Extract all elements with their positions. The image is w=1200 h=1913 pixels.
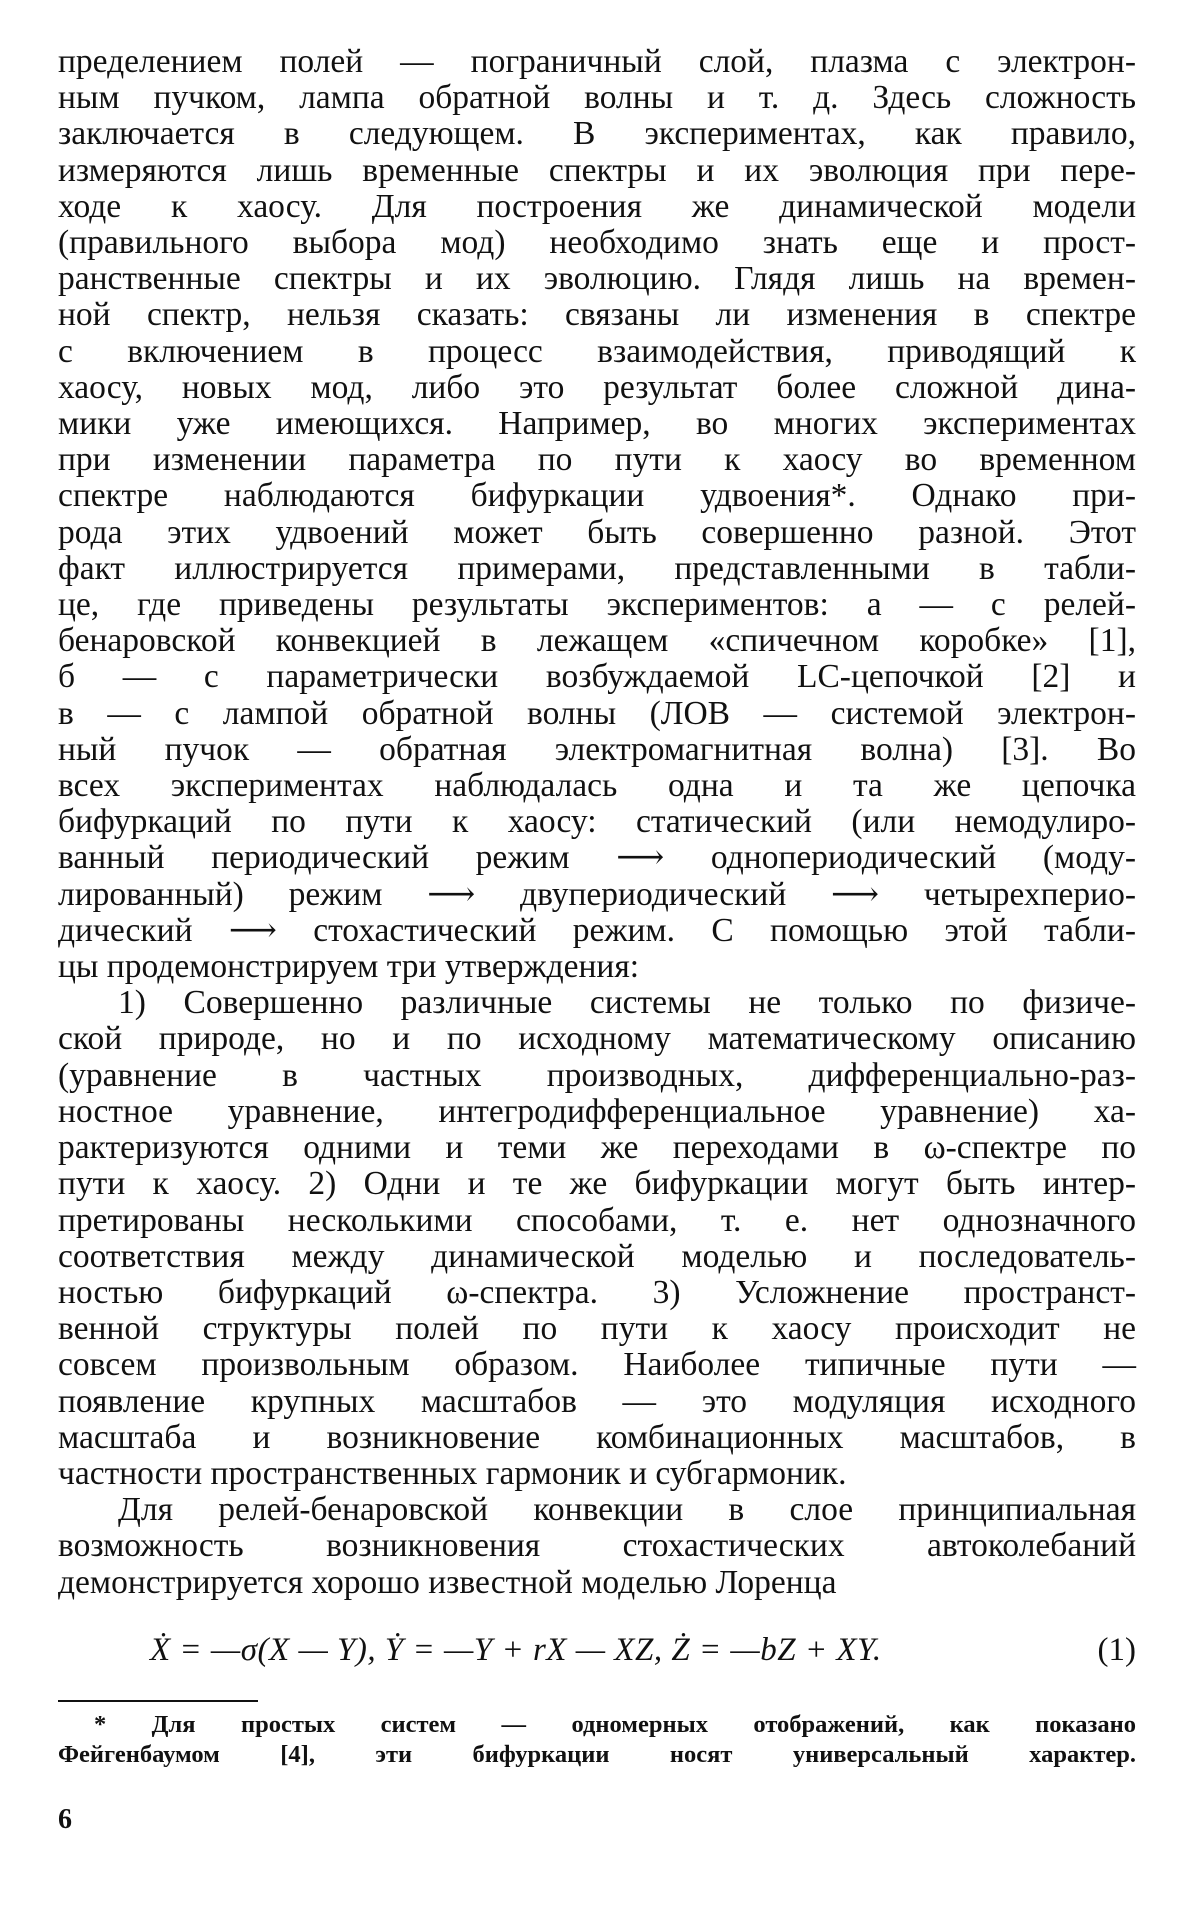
equation-text: Ẋ = —σ(X — Y), Ẏ = —Y + rX — XZ, Ż = —bZ + XY. [150,1632,882,1668]
text-line: ный пучок — обратная электромагнитная волна) [3]. Во [58,730,1136,768]
text-line: возможность возникновения стохастических автоколебаний [58,1527,1136,1565]
text-line: масштаба и возникновение комбинационных масштабов, в [58,1418,1136,1456]
text-line: (уравнение в частных производных, дифференциально-раз- [58,1056,1136,1094]
text-line: появление крупных масштабов — это модуляция исходного [58,1382,1136,1420]
text-line: мики уже имеющихся. Например, во многих экспериментах [58,405,1136,443]
footnote-line: * Для простых систем — одномерных отображений, как показано [94,1711,1136,1738]
text-line: ностью бифуркаций ω-спектра. 3) Усложнение пространст- [58,1273,1136,1311]
text-line: б — с параметрически возбуждаемой LC-цепочкой [2] и [58,658,1136,696]
text-line: бифуркаций по пути к хаосу: статический (или немодулиро- [58,803,1136,841]
text-line: (правильного выбора мод) необходимо знать еще и прост- [58,224,1136,262]
text-line: претированы несколькими способами, т. е. нет однозначного [58,1201,1136,1239]
text-line: при изменении параметра по пути к хаосу во временном [58,441,1136,479]
body-text [58,44,1136,1601]
text-line: ной спектр, нельзя сказать: связаны ли изменения в спектре [58,296,1136,334]
text-line: рода этих удвоений может быть совершенно разной. Этот [58,513,1136,551]
text-line: всех экспериментах наблюдалась одна и та же цепочка [58,767,1136,805]
text-line: соответствия между динамической моделью и последователь- [58,1237,1136,1275]
text-line: спектре наблюдаются бифуркации удвоения*. Однако при- [58,477,1136,515]
text-line: частности пространственных гармоник и субгармоник. [58,1454,847,1492]
text-line: 1) Совершенно различные системы не только по физиче- [118,984,1136,1022]
page-number: 6 [58,1804,72,1835]
text-line: рактеризуются одними и теми же переходами в ω-спектре по [58,1129,1136,1167]
text-line: ностное уравнение, интегродифференциальное уравнение) ха- [58,1092,1136,1130]
text-line: ным пучком, лампа обратной волны и т. д. Здесь сложность [58,79,1136,117]
text-line: в — с лампой обратной волны (ЛОВ — системой электрон- [58,694,1136,732]
text-line: совсем произвольным образом. Наиболее типичные пути — [58,1346,1136,1384]
text-line: бенаровской конвекцией в лежащем «спичечном коробке» [1], [58,622,1136,660]
text-line: ской природе, но и по исходному математическому описанию [58,1020,1136,1058]
text-line: цы продемонстрируем три утверждения: [58,948,640,986]
text-line: це, где приведены результаты экспериментов: а — с релей- [58,586,1136,624]
lorenz-equations [150,1632,1136,1676]
text-line: Для релей-бенаровской конвекции в слое принципиальная [118,1491,1136,1529]
footnote-line: Фейгенбаумом [4], эти бифуркации носят универсальный характер. [58,1741,1136,1768]
footnote [58,1710,1136,1770]
text-line: ванный периодический режим ⟶ однопериодический (моду- [58,839,1136,877]
text-line: лированный) режим ⟶ двупериодический ⟶ четырехперио- [58,875,1136,913]
text-line: ходе к хаосу. Для построения же динамической модели [58,187,1136,225]
text-line: с включением в процесс взаимодействия, приводящий к [58,332,1136,370]
footnote-divider [58,1700,258,1702]
text-line: измеряются лишь временные спектры и их эволюция при пере- [58,151,1136,189]
text-line: венной структуры полей по пути к хаосу происходит не [58,1310,1136,1348]
text-line: демонстрируется хорошо известной моделью Лоренца [58,1563,837,1601]
text-line: хаосу, новых мод, либо это результат более сложной дина- [58,368,1136,406]
text-line: пути к хаосу. 2) Одни и те же бифуркации могут быть интер- [58,1165,1136,1203]
equation-number: (1) [1097,1632,1136,1668]
text-line: заключается в следующем. В экспериментах, как правило, [58,115,1136,153]
text-line: ранственные спектры и их эволюцию. Глядя лишь на времен- [58,260,1136,298]
text-line: факт иллюстрируется примерами, представленными в табли- [58,549,1136,587]
text-line: дический ⟶ стохастический режим. С помощью этой табли- [58,911,1136,949]
text-line: пределением полей — пограничный слой, плазма с электрон- [58,43,1136,80]
